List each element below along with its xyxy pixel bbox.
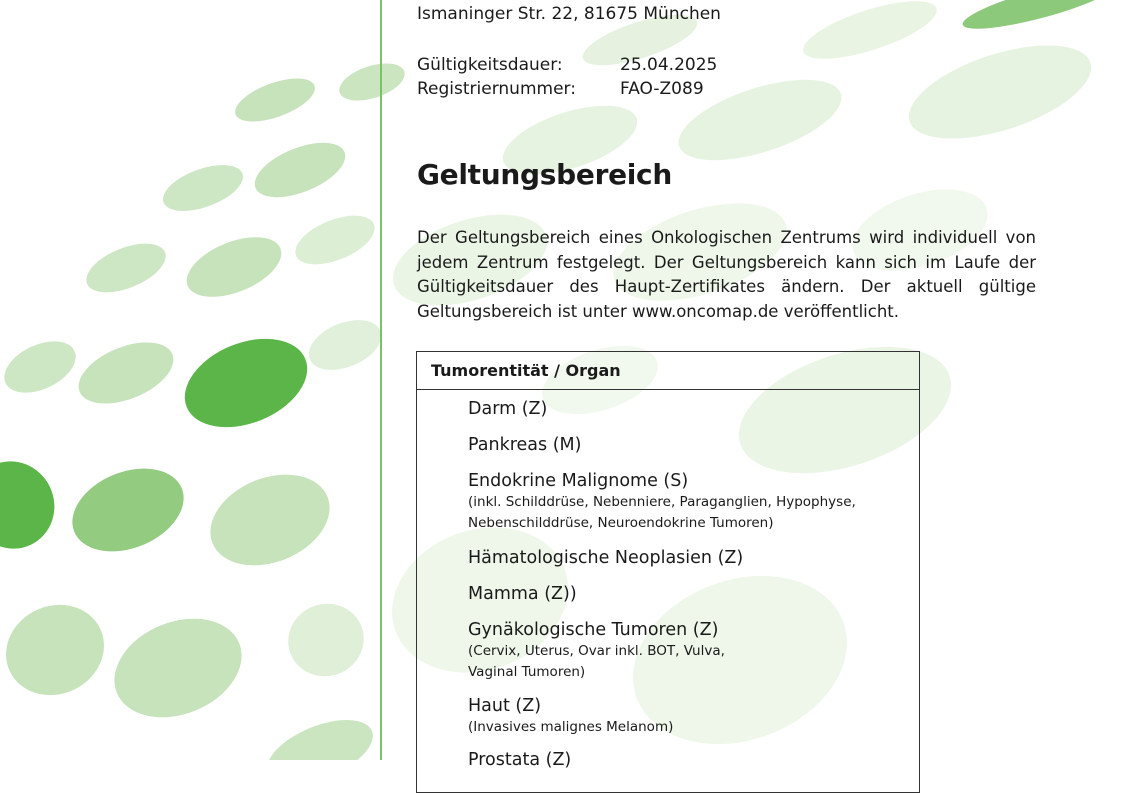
table-header: Tumorentität / Organ — [417, 352, 919, 390]
list-item — [468, 471, 856, 533]
item-name: Darm (Z) — [468, 399, 548, 419]
scope-heading: Geltungsbereich — [417, 158, 672, 191]
list-item — [468, 584, 577, 604]
item-detail: (inkl. Schilddrüse, Nebenniere, Paraganglien, Hypophyse, — [468, 494, 856, 510]
registration-label: Registriernummer: — [417, 79, 576, 99]
item-detail: (Cervix, Uterus, Ovar inkl. BOT, Vulva, — [468, 643, 725, 659]
validity-value: 25.04.2025 — [620, 55, 718, 75]
item-detail: Vaginal Tumoren) — [468, 664, 586, 680]
list-item — [468, 435, 581, 455]
item-detail: Nebenschilddrüse, Neuroendokrine Tumoren) — [468, 515, 774, 531]
list-item — [468, 620, 725, 682]
list-item — [468, 696, 673, 737]
item-name: Gynäkologische Tumoren (Z) — [468, 620, 719, 640]
list-item — [468, 399, 547, 419]
address-line: Ismaninger Str. 22, 81675 München — [417, 4, 721, 24]
item-name: Haut (Z) — [468, 696, 542, 716]
tumor-entity-table — [416, 351, 920, 793]
item-name: Prostata (Z) — [468, 750, 572, 770]
validity-label: Gültigkeitsdauer: — [417, 55, 563, 75]
scope-paragraph: Der Geltungsbereich eines Onkologischen Zentrums wird individuell von jedem Zentrum festgelegt. Der Geltungsbereich kann sich im Laufe der Gültigkeitsdauer des Haupt-Zertifikates ändern. Der aktuell gültige Geltungsbereich ist unter www.oncomap.de veröffentlicht. — [417, 228, 1036, 321]
list-item — [468, 750, 571, 770]
item-name: Pankreas (M) — [468, 435, 582, 455]
item-name: Endokrine Malignome (S) — [468, 471, 689, 491]
item-name: Hämatologische Neoplasien (Z) — [468, 548, 744, 568]
item-detail: (Invasives malignes Melanom) — [468, 719, 674, 735]
registration-value: FAO-Z089 — [620, 79, 704, 99]
item-name: Mamma (Z)) — [468, 584, 577, 604]
list-item — [468, 548, 743, 568]
